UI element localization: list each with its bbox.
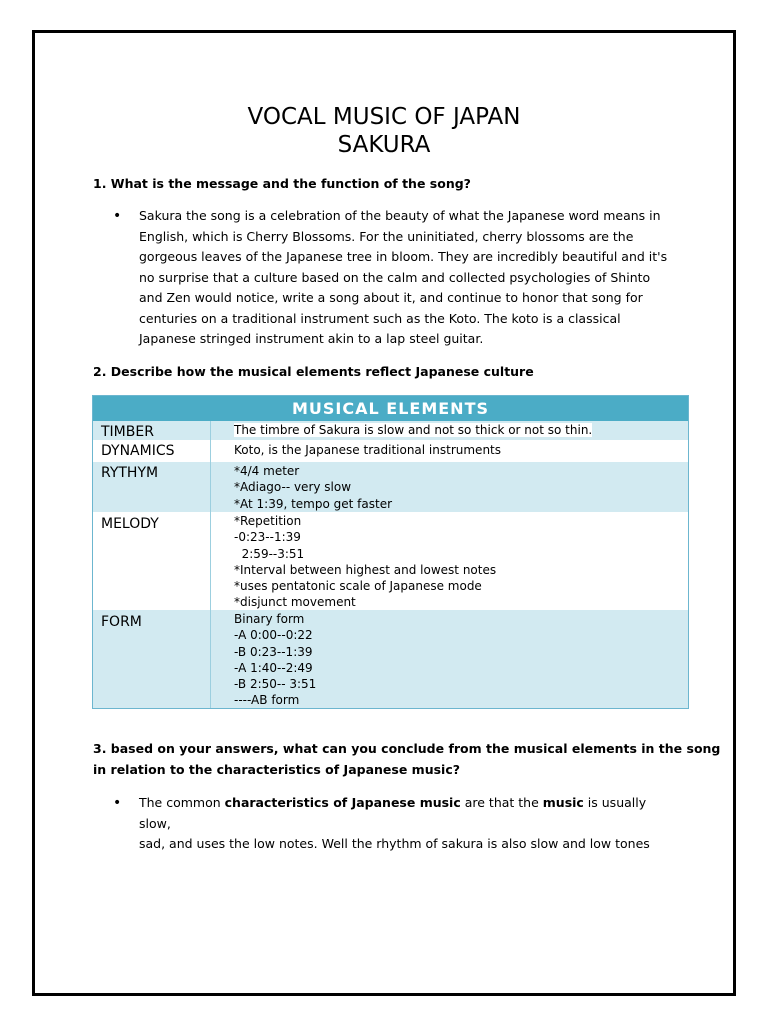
- table-row: [93, 462, 688, 512]
- table-row: [93, 512, 688, 610]
- answer-3-bullet: [113, 793, 673, 851]
- table-header: MUSICAL ELEMENTS: [93, 396, 688, 421]
- answer-1-text: Sakura the song is a celebration of the beauty of what the Japanese word means in English, which is Cherry Blossoms. For the uninitiated, cherry blossoms are the gorgeous leaves of the Japanese tree in bloom. They are incredibly beautiful and it's no surprise that a culture based on the calm and collected psychologies of Shinto and Zen would notice, write a song about it, and continue to honor that song for centuries on a traditional instrument such as the Koto. The koto is a classical Japanese stringed instrument akin to a lap steel guitar.: [139, 208, 668, 346]
- question-3-line-1: 3. based on your answers, what can you conclude from the musical elements in the song: [93, 741, 721, 756]
- bullet-icon: •: [113, 208, 122, 224]
- question-3-line-2: in relation to the characteristics of Japanese music?: [93, 762, 460, 777]
- row-value: The timbre of Sakura is slow and not so thick or not so thin.: [234, 423, 593, 437]
- row-label: TIMBER: [101, 424, 154, 440]
- answer-1-bullet: [113, 206, 673, 351]
- table-row: [93, 610, 688, 708]
- row-value: Binary form -A 0:00‑‑0:22 -B 0:23‑‑1:39 -A 1:40‑‑2:49 -B 2:50‑‑ 3:51 ----AB form: [234, 612, 317, 708]
- document-subtitle: SAKURA: [337, 132, 431, 158]
- row-value: *Repetition -0:23‑‑1:39 2:59‑‑3:51 *Interval between highest and lowest notes *uses pentatonic scale of Japanese mode *disjunct movement: [234, 514, 497, 610]
- row-label: RYTHYM: [101, 465, 159, 481]
- answer-3-text: The common characteristics of Japanese music are that the music is usually slow, sad, and uses the low notes. Well the rhythm of sakura is also slow and low tones: [139, 795, 650, 851]
- row-value: *4/4 meter *Adiago-- very slow *At 1:39, tempo get faster: [234, 464, 393, 511]
- row-label: MELODY: [101, 516, 159, 532]
- question-1: 1. What is the message and the function of the song?: [93, 176, 471, 191]
- document-title: VOCAL MUSIC OF JAPAN: [247, 104, 521, 130]
- bullet-icon: •: [113, 795, 122, 811]
- row-value: Koto, is the Japanese traditional instruments: [234, 443, 501, 457]
- table-row: [93, 421, 688, 440]
- row-label: DYNAMICS: [101, 443, 175, 459]
- row-label: FORM: [101, 614, 142, 630]
- table-row: [93, 440, 688, 462]
- question-2: 2. Describe how the musical elements reflect Japanese culture: [93, 364, 534, 379]
- musical-elements-table: [92, 395, 689, 709]
